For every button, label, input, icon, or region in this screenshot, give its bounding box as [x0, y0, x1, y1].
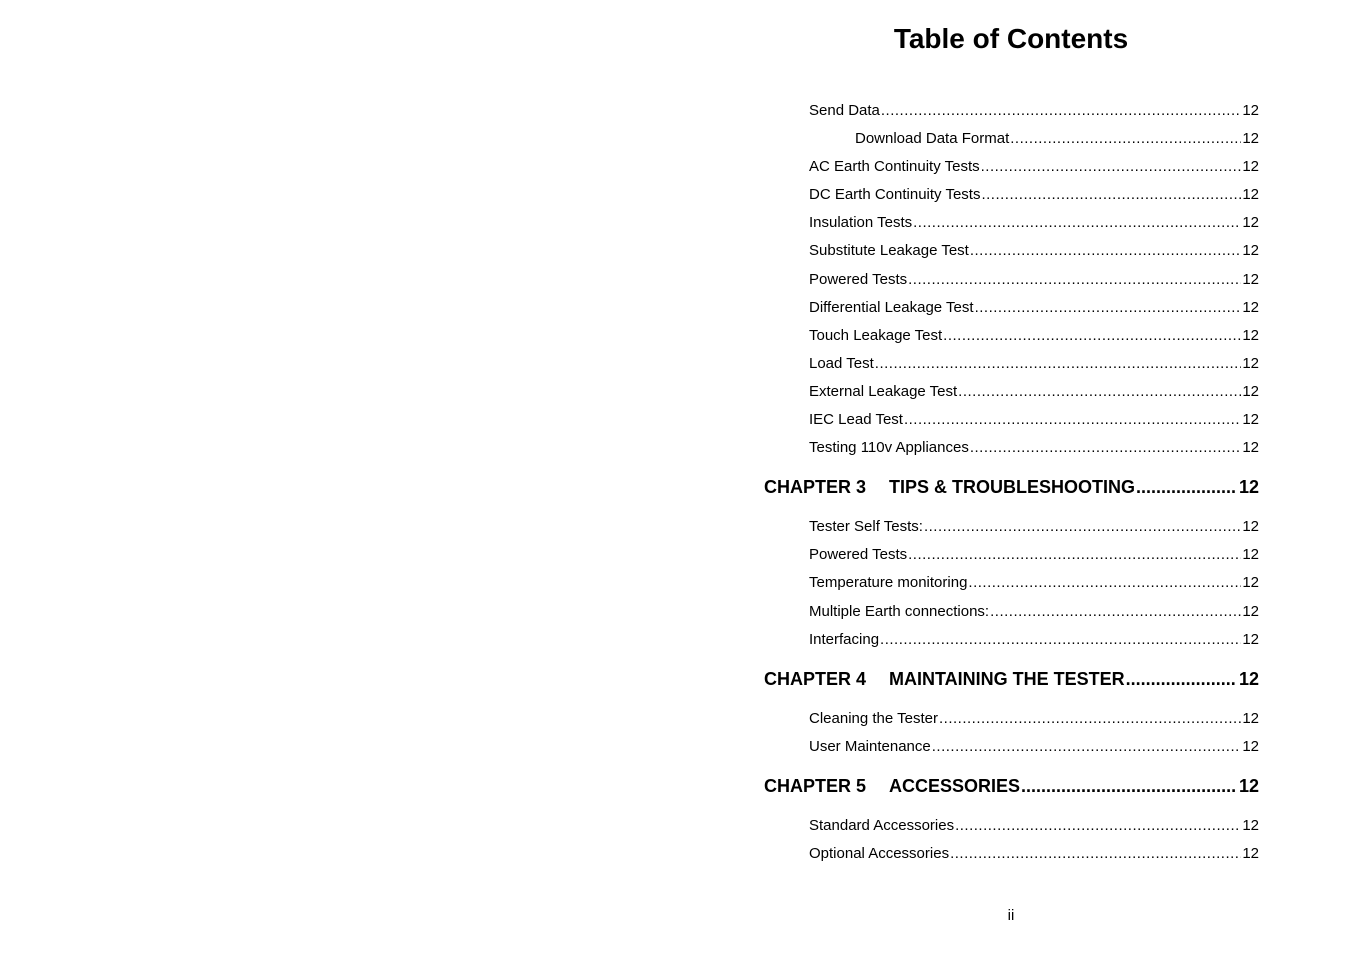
toc-entry[interactable]: [764, 181, 1259, 209]
toc-entry-label: Standard Accessories: [809, 816, 955, 834]
toc-entry[interactable]: [764, 626, 1259, 654]
toc-entry-page-number: 12: [1242, 816, 1259, 834]
toc-entry-page-number: 12: [1242, 518, 1259, 536]
toc-entry[interactable]: [764, 125, 1259, 153]
toc-entry-page-number: 12: [1242, 439, 1259, 457]
table-of-contents: [764, 97, 1259, 868]
toc-entry-page-number: 12: [1242, 158, 1259, 176]
toc-entry-page-number: 12: [1242, 630, 1259, 648]
chapter-number: CHAPTER 5: [764, 775, 867, 796]
dot-leader: [943, 322, 1241, 350]
toc-entry-page-number: 12: [1242, 186, 1259, 204]
dot-leader: [970, 237, 1241, 265]
dot-leader: [880, 626, 1241, 654]
toc-entry-page-number: 12: [1242, 102, 1259, 119]
dot-leader: [939, 705, 1241, 733]
toc-entry[interactable]: [764, 598, 1259, 626]
dot-leader: [1010, 125, 1241, 153]
toc-entry[interactable]: [764, 406, 1259, 434]
dot-leader: [975, 294, 1242, 322]
toc-entry-page-number: 12: [1242, 602, 1259, 620]
dot-leader: [981, 181, 1241, 209]
toc-entry-label: Powered Tests: [809, 546, 908, 564]
toc-entry-page-number: 12: [1242, 737, 1259, 755]
dot-leader: [958, 378, 1241, 406]
dot-leader: [955, 812, 1241, 840]
toc-entry-page-number: 12: [1242, 382, 1259, 400]
dot-leader: [990, 598, 1241, 626]
toc-entry-label: Optional Accessories: [809, 844, 950, 862]
toc-entry-label: AC Earth Continuity Tests: [809, 158, 980, 176]
dot-leader: [904, 406, 1241, 434]
toc-entry-label: DC Earth Continuity Tests: [809, 186, 981, 204]
toc-entry-page-number: 12: [1242, 574, 1259, 592]
toc-entry-label: Tester Self Tests:: [809, 518, 923, 536]
chapter-title: MAINTAINING THE TESTER: [889, 668, 1125, 689]
toc-entry-page-number: 12: [1242, 326, 1259, 344]
toc-entry-label: Multiple Earth connections:: [809, 602, 990, 620]
dot-leader: [875, 350, 1242, 378]
toc-entry-label: Touch Leakage Test: [809, 326, 943, 344]
chapter-page-number: 12: [1238, 775, 1259, 796]
toc-entry-label: External Leakage Test: [809, 382, 958, 400]
toc-entry[interactable]: [764, 569, 1259, 597]
toc-entry[interactable]: [764, 434, 1259, 462]
toc-entry[interactable]: [764, 209, 1259, 237]
toc-entry-page-number: 12: [1242, 411, 1259, 429]
toc-entry-page-number: 12: [1242, 130, 1259, 148]
dot-leader: [950, 840, 1241, 868]
chapter-number: CHAPTER 4: [764, 668, 867, 689]
toc-entry-label: Interfacing: [809, 630, 880, 648]
toc-entry[interactable]: [764, 840, 1259, 868]
toc-entry-page-number: 12: [1242, 546, 1259, 564]
dot-leader: [924, 513, 1241, 541]
dot-leader: [908, 266, 1241, 294]
toc-entry-page-number: 12: [1242, 270, 1259, 288]
toc-chapter-heading[interactable]: [764, 772, 1259, 801]
toc-entry-page-number: 12: [1242, 298, 1259, 316]
toc-entry[interactable]: [764, 705, 1259, 733]
toc-entry[interactable]: [764, 266, 1259, 294]
toc-entry-label: Temperature monitoring: [809, 574, 968, 592]
toc-entry-page-number: 12: [1242, 214, 1259, 232]
page-title: Table of Contents: [893, 23, 1129, 54]
toc-entry[interactable]: [764, 378, 1259, 406]
toc-entry-page-number: 12: [1242, 242, 1259, 260]
toc-entry-label: Powered Tests: [809, 270, 908, 288]
dot-leader: [908, 541, 1241, 569]
toc-entry[interactable]: [764, 153, 1259, 181]
dot-leader: [1021, 772, 1236, 801]
toc-entry-label: User Maintenance: [809, 737, 931, 755]
toc-entry-label: Differential Leakage Test: [809, 298, 974, 316]
toc-entry[interactable]: [764, 541, 1259, 569]
chapter-page-number: 12: [1238, 477, 1259, 498]
toc-entry-label: Cleaning the Tester: [809, 709, 938, 727]
toc-entry-page-number: 12: [1242, 844, 1259, 862]
toc-entry-label: Testing 110v Appliances: [809, 439, 969, 457]
chapter-title: ACCESSORIES: [889, 775, 1021, 796]
toc-entry-label: Insulation Tests: [809, 214, 913, 232]
toc-entry[interactable]: [764, 294, 1259, 322]
toc-entry-label: Load Test: [809, 354, 874, 372]
toc-entry-label: Substitute Leakage Test: [809, 242, 969, 260]
left-page-blank: [0, 0, 675, 954]
toc-chapter-heading[interactable]: [764, 473, 1259, 502]
toc-entry[interactable]: [764, 733, 1259, 761]
toc-entry-label: IEC Lead Test: [809, 411, 903, 429]
page-number: ii: [1007, 907, 1015, 924]
chapter-number: CHAPTER 3: [764, 477, 867, 498]
dot-leader: [881, 97, 1241, 125]
toc-entry-page-number: 12: [1242, 354, 1259, 372]
dot-leader: [981, 153, 1242, 181]
dot-leader: [913, 209, 1241, 237]
dot-leader: [970, 434, 1241, 462]
dot-leader: [1126, 665, 1236, 694]
toc-entry-label: Download Data Format: [855, 130, 1010, 148]
toc-entry-label: Send Data: [809, 102, 880, 119]
toc-entry[interactable]: [764, 237, 1259, 265]
right-page: [675, 0, 1351, 954]
toc-entry[interactable]: [764, 97, 1259, 125]
toc-entry[interactable]: [764, 350, 1259, 378]
toc-entry[interactable]: [764, 812, 1259, 840]
toc-chapter-heading[interactable]: [764, 665, 1259, 694]
dot-leader: [932, 733, 1242, 761]
toc-entry[interactable]: [764, 322, 1259, 350]
toc-entry[interactable]: [764, 513, 1259, 541]
dot-leader: [1136, 473, 1236, 502]
toc-entry-page-number: 12: [1242, 709, 1259, 727]
chapter-page-number: 12: [1238, 668, 1259, 689]
chapter-title: TIPS & TROUBLESHOOTING: [889, 477, 1136, 498]
dot-leader: [968, 569, 1241, 597]
